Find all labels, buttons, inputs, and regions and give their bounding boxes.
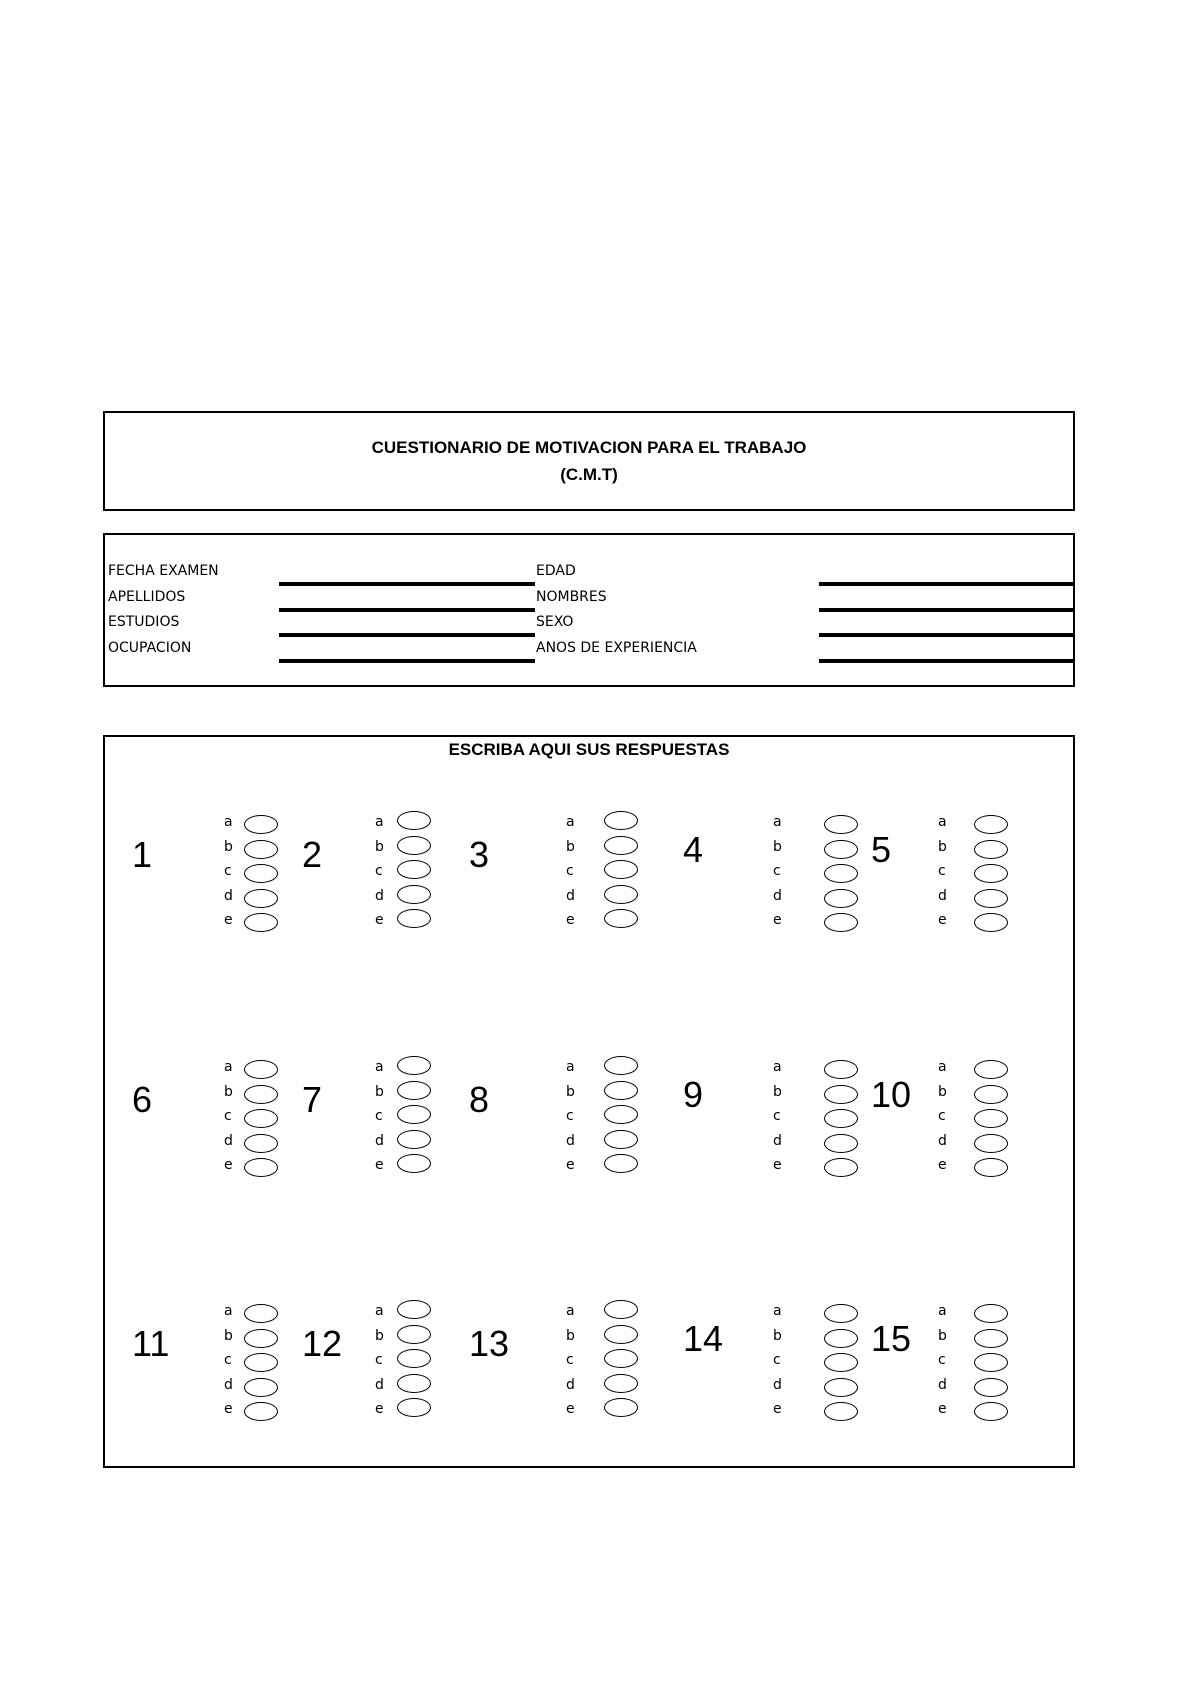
answer-bubble-12-b[interactable] (397, 1325, 431, 1344)
option-letter: c (224, 863, 232, 879)
answers-title: ESCRIBA AQUI SUS RESPUESTAS (448, 740, 730, 759)
option-letter: b (224, 1083, 233, 1100)
option-letter: b (224, 838, 233, 855)
answer-bubble-13-e[interactable] (604, 1398, 638, 1417)
answer-bubble-10-b[interactable] (974, 1085, 1008, 1104)
answer-bubble-6-d[interactable] (244, 1134, 278, 1153)
question-number-14: 14 (683, 1318, 724, 1359)
answer-bubble-14-d[interactable] (824, 1378, 858, 1397)
answer-bubble-15-c[interactable] (974, 1353, 1008, 1372)
option-letter: d (773, 1132, 782, 1149)
answer-bubble-2-a[interactable] (397, 811, 431, 830)
personal-info-box (103, 533, 1075, 687)
answer-bubble-4-c[interactable] (824, 864, 858, 883)
answer-bubble-8-e[interactable] (604, 1154, 638, 1173)
answer-bubble-6-b[interactable] (244, 1085, 278, 1104)
option-letter: e (938, 912, 947, 928)
option-letter: d (375, 1376, 384, 1393)
form-title: CUESTIONARIO DE MOTIVACION PARA EL TRABAJO (371, 438, 807, 457)
option-letter: a (773, 814, 782, 830)
label-fecha-examen: FECHA EXAMEN (108, 563, 219, 579)
option-letter: b (566, 838, 575, 855)
answer-bubble-14-e[interactable] (824, 1402, 858, 1421)
answer-bubble-6-e[interactable] (244, 1158, 278, 1177)
option-letter: b (938, 838, 947, 855)
answer-bubble-11-d[interactable] (244, 1378, 278, 1397)
option-letter: a (375, 1059, 384, 1075)
answer-bubble-7-a[interactable] (397, 1056, 431, 1075)
option-letter: e (224, 912, 233, 928)
answer-bubble-9-e[interactable] (824, 1158, 858, 1177)
label-anos-experiencia: ANOS DE EXPERIENCIA (536, 640, 697, 656)
answer-bubble-15-e[interactable] (974, 1402, 1008, 1421)
answer-bubble-10-d[interactable] (974, 1134, 1008, 1153)
apellidos-line[interactable] (279, 608, 535, 612)
answer-bubble-1-c[interactable] (244, 864, 278, 883)
option-letter: b (566, 1327, 575, 1344)
option-letter: a (566, 814, 575, 830)
answer-bubble-2-c[interactable] (397, 860, 431, 879)
answer-bubble-14-c[interactable] (824, 1353, 858, 1372)
answer-bubble-1-d[interactable] (244, 889, 278, 908)
answer-bubble-11-b[interactable] (244, 1329, 278, 1348)
option-letter: d (224, 1376, 233, 1393)
option-letter: e (938, 1401, 947, 1417)
question-number-13: 13 (469, 1323, 510, 1364)
option-letter: e (773, 1401, 782, 1417)
option-letter: d (773, 1376, 782, 1393)
answer-bubble-7-b[interactable] (397, 1081, 431, 1100)
option-letter: d (224, 887, 233, 904)
answer-bubble-8-d[interactable] (604, 1130, 638, 1149)
option-letter: a (375, 814, 384, 830)
answer-bubble-1-a[interactable] (244, 815, 278, 834)
question-number-15: 15 (871, 1318, 912, 1359)
option-letter: c (224, 1108, 232, 1124)
option-letter: a (938, 1303, 947, 1319)
question-number-5: 5 (871, 829, 892, 870)
answer-bubble-3-d[interactable] (604, 885, 638, 904)
question-number-4: 4 (683, 829, 704, 870)
answer-bubble-15-d[interactable] (974, 1378, 1008, 1397)
title-box (103, 411, 1075, 511)
answer-bubble-12-a[interactable] (397, 1300, 431, 1319)
label-ocupacion: OCUPACION (108, 640, 192, 656)
option-letter: b (773, 1327, 782, 1344)
answer-bubble-7-c[interactable] (397, 1105, 431, 1124)
option-letter: b (375, 1327, 384, 1344)
label-nombres: NOMBRES (536, 589, 607, 605)
option-letter: b (938, 1327, 947, 1344)
option-letter: e (773, 912, 782, 928)
option-letter: a (566, 1303, 575, 1319)
option-letter: d (938, 1376, 947, 1393)
answer-bubble-2-b[interactable] (397, 836, 431, 855)
answer-bubble-11-c[interactable] (244, 1353, 278, 1372)
answer-bubble-13-c[interactable] (604, 1349, 638, 1368)
answer-bubble-11-a[interactable] (244, 1304, 278, 1323)
option-letter: d (375, 887, 384, 904)
answer-bubble-9-c[interactable] (824, 1109, 858, 1128)
option-letter: e (566, 1401, 575, 1417)
option-letter: a (224, 1303, 233, 1319)
question-number-7: 7 (302, 1079, 323, 1120)
answer-bubble-11-e[interactable] (244, 1402, 278, 1421)
option-letter: c (773, 1352, 781, 1368)
answer-bubble-2-e[interactable] (397, 909, 431, 928)
answer-bubble-7-d[interactable] (397, 1130, 431, 1149)
answer-bubble-3-b[interactable] (604, 836, 638, 855)
answer-bubble-6-a[interactable] (244, 1060, 278, 1079)
answer-bubble-4-a[interactable] (824, 815, 858, 834)
answer-bubble-10-a[interactable] (974, 1060, 1008, 1079)
option-letter: b (375, 838, 384, 855)
answer-bubble-14-b[interactable] (824, 1329, 858, 1348)
answer-bubble-5-a[interactable] (974, 815, 1008, 834)
anos-experiencia-line[interactable] (819, 659, 1073, 663)
label-edad: EDAD (536, 563, 576, 579)
option-letter: c (938, 1352, 946, 1368)
answer-bubble-9-b[interactable] (824, 1085, 858, 1104)
option-letter: c (773, 863, 781, 879)
option-letter: c (224, 1352, 232, 1368)
option-letter: b (375, 1083, 384, 1100)
question-number-9: 9 (683, 1074, 704, 1115)
option-letter: a (773, 1303, 782, 1319)
question-number-3: 3 (469, 834, 490, 875)
option-letter: b (938, 1083, 947, 1100)
option-letter: a (224, 814, 233, 830)
question-number-8: 8 (469, 1079, 490, 1120)
option-letter: b (224, 1327, 233, 1344)
option-letter: d (773, 887, 782, 904)
answer-bubble-3-c[interactable] (604, 860, 638, 879)
label-estudios: ESTUDIOS (108, 614, 180, 630)
answers-box (103, 735, 1075, 1468)
fecha-examen-line[interactable] (279, 582, 535, 586)
question-number-2: 2 (302, 834, 323, 875)
option-letter: c (938, 863, 946, 879)
option-letter: c (375, 863, 383, 879)
answer-bubble-13-b[interactable] (604, 1325, 638, 1344)
option-letter: b (773, 1083, 782, 1100)
answer-bubble-13-a[interactable] (604, 1300, 638, 1319)
label-sexo: SEXO (536, 614, 574, 630)
option-letter: e (224, 1157, 233, 1173)
ocupacion-line[interactable] (279, 659, 535, 663)
answer-bubble-5-c[interactable] (974, 864, 1008, 883)
answer-bubble-8-a[interactable] (604, 1056, 638, 1075)
answer-bubble-15-b[interactable] (974, 1329, 1008, 1348)
option-letter: e (566, 912, 575, 928)
answer-bubble-12-d[interactable] (397, 1374, 431, 1393)
option-letter: a (938, 1059, 947, 1075)
answer-bubble-10-e[interactable] (974, 1158, 1008, 1177)
option-letter: c (375, 1108, 383, 1124)
estudios-line[interactable] (279, 633, 535, 637)
answer-bubble-9-a[interactable] (824, 1060, 858, 1079)
option-letter: c (566, 863, 574, 879)
option-letter: c (566, 1108, 574, 1124)
option-letter: d (566, 887, 575, 904)
option-letter: e (375, 912, 384, 928)
answer-bubble-5-d[interactable] (974, 889, 1008, 908)
answer-bubble-15-a[interactable] (974, 1304, 1008, 1323)
option-letter: d (566, 1376, 575, 1393)
answer-bubble-1-e[interactable] (244, 913, 278, 932)
answer-bubble-3-e[interactable] (604, 909, 638, 928)
answer-bubble-2-d[interactable] (397, 885, 431, 904)
question-number-6: 6 (132, 1079, 153, 1120)
question-number-11: 11 (132, 1323, 170, 1364)
answer-bubble-8-b[interactable] (604, 1081, 638, 1100)
option-letter: d (375, 1132, 384, 1149)
answer-bubble-4-d[interactable] (824, 889, 858, 908)
answer-bubble-12-e[interactable] (397, 1398, 431, 1417)
option-letter: d (938, 1132, 947, 1149)
option-letter: b (566, 1083, 575, 1100)
answer-bubble-5-e[interactable] (974, 913, 1008, 932)
answer-bubble-1-b[interactable] (244, 840, 278, 859)
option-letter: e (773, 1157, 782, 1173)
nombres-line[interactable] (819, 608, 1073, 612)
option-letter: a (773, 1059, 782, 1075)
edad-line[interactable] (819, 582, 1073, 586)
option-letter: e (224, 1401, 233, 1417)
answer-bubble-9-d[interactable] (824, 1134, 858, 1153)
option-letter: c (566, 1352, 574, 1368)
label-apellidos: APELLIDOS (108, 589, 186, 605)
answer-bubble-12-c[interactable] (397, 1349, 431, 1368)
question-number-10: 10 (871, 1074, 912, 1115)
option-letter: c (773, 1108, 781, 1124)
answer-bubble-3-a[interactable] (604, 811, 638, 830)
answer-bubble-10-c[interactable] (974, 1109, 1008, 1128)
answer-bubble-7-e[interactable] (397, 1154, 431, 1173)
option-letter: e (566, 1157, 575, 1173)
option-letter: a (566, 1059, 575, 1075)
option-letter: c (375, 1352, 383, 1368)
option-letter: d (938, 887, 947, 904)
answer-bubble-4-e[interactable] (824, 913, 858, 932)
question-number-1: 1 (132, 834, 153, 875)
option-letter: a (938, 814, 947, 830)
option-letter: c (938, 1108, 946, 1124)
answer-bubble-4-b[interactable] (824, 840, 858, 859)
option-letter: b (773, 838, 782, 855)
answer-bubble-8-c[interactable] (604, 1105, 638, 1124)
answer-bubble-5-b[interactable] (974, 840, 1008, 859)
option-letter: a (224, 1059, 233, 1075)
form-subtitle: (C.M.T) (560, 465, 618, 484)
option-letter: a (375, 1303, 384, 1319)
option-letter: e (375, 1401, 384, 1417)
question-number-12: 12 (302, 1323, 343, 1364)
option-letter: d (566, 1132, 575, 1149)
sexo-line[interactable] (819, 633, 1073, 637)
answer-bubble-6-c[interactable] (244, 1109, 278, 1128)
option-letter: d (224, 1132, 233, 1149)
option-letter: e (375, 1157, 384, 1173)
answer-bubble-14-a[interactable] (824, 1304, 858, 1323)
answer-bubble-13-d[interactable] (604, 1374, 638, 1393)
option-letter: e (938, 1157, 947, 1173)
